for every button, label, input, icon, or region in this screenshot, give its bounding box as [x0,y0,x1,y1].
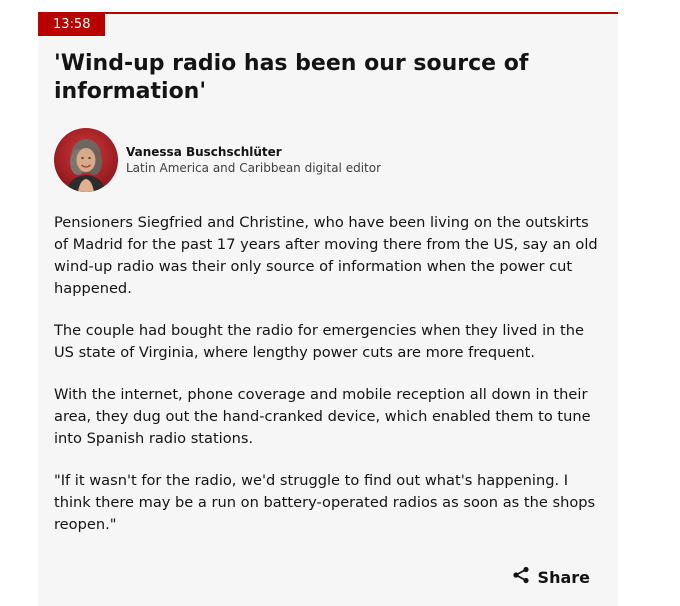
share-label: Share [537,567,590,587]
author-info [126,144,381,176]
post-paragraph: Pensioners Siegfried and Christine, who have been living on the outskirts of Madrid for the past 17 years after moving there from the US, say an old wind-up radio was their only source of information when the power cut happened. [54,214,598,297]
share-icon [512,566,538,588]
author-role: Latin America and Caribbean digital editor [126,161,382,175]
byline [54,128,381,192]
post-paragraph: "If it wasn't for the radio, we'd struggle to find out what's happening. I think there may be a run on battery-operated radios as soon as the shops reopen." [54,472,596,533]
post-headline: 'Wind-up radio has been our source of information' [54,51,529,104]
post-paragraph: With the internet, phone coverage and mobile reception all down in their area, they dug out the hand-cranked device, which enabled them to tune into Spanish radio stations. [54,386,591,447]
live-post-card [38,12,618,606]
author-avatar [54,128,118,192]
post-body [54,212,602,556]
author-name: Vanessa Buschschlüter [126,145,282,159]
share-button[interactable] [512,566,590,588]
post-paragraph: The couple had bought the radio for emergencies when they lived in the US state of Virginia, where lengthy power cuts are more frequent. [54,322,584,361]
post-timestamp: 13:58 [38,14,105,36]
